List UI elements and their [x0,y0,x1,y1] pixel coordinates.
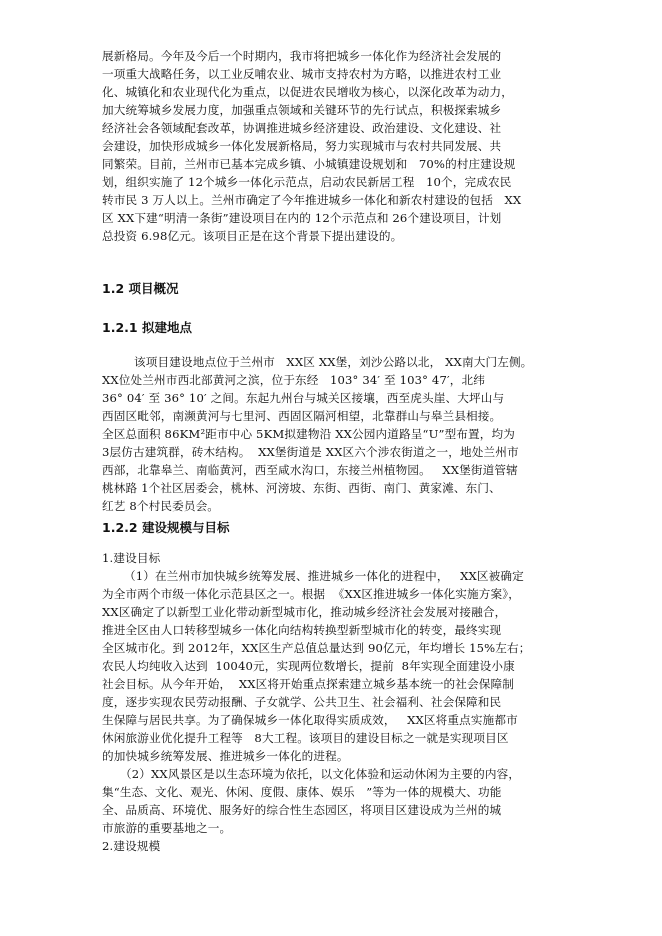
section-heading-site: 1.2.1 拟建地点 [102,320,192,335]
goal-line: 度，逐步实现农民劳动报酬、子女就学、公共卫生、社会福利、社会保障和民 [102,695,502,709]
goal-line: （1）在兰州市加快城乡统筹发展、推进城乡一体化的进程中， XX区被确定 [124,569,524,583]
intro-line: 化、城镇化和农业现代化为重点，以促进农民增收为核心，以深化改革为动力， [102,85,514,99]
site-line: XX位处兰州市西北部黄河之滨，位于东经 103° 34′ 至 103° 47′，北纬 [102,373,485,387]
intro-line: 加大统筹城乡发展力度，加强重点领域和关键环节的先行试点，积极探索城乡 [102,103,502,117]
intro-line: 转市民 3 万人以上。兰州市确定了今年推进城乡一体化和新农村建设的包括 XX [102,193,522,207]
section-heading-overview: 1.2 项目概况 [102,281,179,296]
intro-line: 区 XX下建“明清一条街”建设项目在内的 12个示范点和 26个建设项目，计划 [102,211,502,225]
goal-line: 全、品质高、环境优、服务好的综合性生态园区，将项目区建设成为兰州的城 [102,803,502,817]
site-line: 36° 04′ 至 36° 10′ 之间。东起九州台与城关区接壤，西至虎头崖、大坪山与 [102,391,505,405]
site-line: 西部，北靠皋兰、南临黄河，西至咸水沟口，东接兰州植物园。 XX堡街道管辖 [102,463,518,477]
site-line: 全区总面积 86KM²距市中心 5KM拟建物沿 XX公园内道路呈“U”型布置，均为 [102,427,516,441]
goal-line: （2）XX风景区是以生态环境为依托，以文化体验和运动休闲为主要的内容， [120,767,521,781]
goal-line: 农民人均纯收入达到 10040元，实现两位数增长，提前 8年实现全面建设小康 [102,659,515,673]
site-line: 该项目建设地点位于兰州市 XX区 XX堡，刘沙公路以北， XX南大门左侧。 [134,355,533,369]
goal-line: 全区城市化。到 2012年，XX区生产总值总量达到 90亿元，年均增长 15%左右； [102,641,531,655]
goal-line: 1.建设目标 [102,551,161,565]
goal-line: 休闲旅游业优化提升工程等 8大工程。该项目的建设目标之一就是实现项目区 [102,731,509,745]
site-line: 西固区毗邻，南濒黄河与七里河、西固区隔河相望，北靠群山与皋兰县相接。 [102,409,502,423]
intro-line: 经济社会各领域配套改革，协调推进城乡经济建设、政治建设、文化建设、社 [102,121,502,135]
site-line: 桃林路 1个社区居委会，桃林、河滂坡、东街、西街、南门、黄家滩、东门、 [102,481,501,495]
goal-line: 社会目标。从今年开始， XX区将开始重点探索建立城乡基本统一的社会保障制 [102,677,515,691]
site-line: 3层仿古建筑群，砖木结构。 XX堡街道是 XX区六个涉农街道之一，地处兰州市 [102,445,519,459]
intro-line: 一项重大战略任务，以工业反哺农业、城市支持农村为方略，以推进农村工业 [102,67,502,81]
goal-line: 的加快城乡统筹发展、推进城乡一体化的进程。 [102,749,349,763]
section-heading-scale: 1.2.2 建设规模与目标 [102,520,230,535]
intro-line: 同繁荣。目前，兰州市已基本完成乡镇、小城镇建设规划和 70%的村庄建设规 [102,157,516,171]
goal-line: 为全市两个市级一体化示范县区之一。根据 《XX区推进城乡一体化实施方案》， [102,587,520,601]
goal-line: 2.建设规模 [102,839,161,853]
intro-line: 展新格局。今年及今后一个时期内，我市将把城乡一体化作为经济社会发展的 [102,49,502,63]
goal-line: 推进全区由人口转移型城乡一体化向结构转换型新型城市化的转变，最终实现 [102,623,502,637]
intro-line: 总投资 6.98亿元。该项目正是在这个背景下提出建设的。 [102,229,403,243]
goal-line: 集“生态、文化、观光、休闲、度假、康体、娱乐 ”等为一体的规模大、功能 [102,785,502,799]
goal-line: 生保障与居民共享。为了确保城乡一体化取得实质成效， XX区将重点实施都市 [102,713,518,727]
goal-line: 市旅游的重要基地之一。 [102,821,232,835]
goal-line: XX区确定了以新型工业化带动新型城市化，推动城乡经济社会发展对接融合， [102,605,507,619]
site-line: 红艺 8个村民委员会。 [102,499,220,513]
intro-line: 划，组织实施了 12个城乡一体化示范点，启动农民新居工程 10个，完成农民 [102,175,512,189]
intro-line: 会建设，加快形成城乡一体化发展新格局，努力实现城市与农村共同发展、共 [102,139,502,153]
